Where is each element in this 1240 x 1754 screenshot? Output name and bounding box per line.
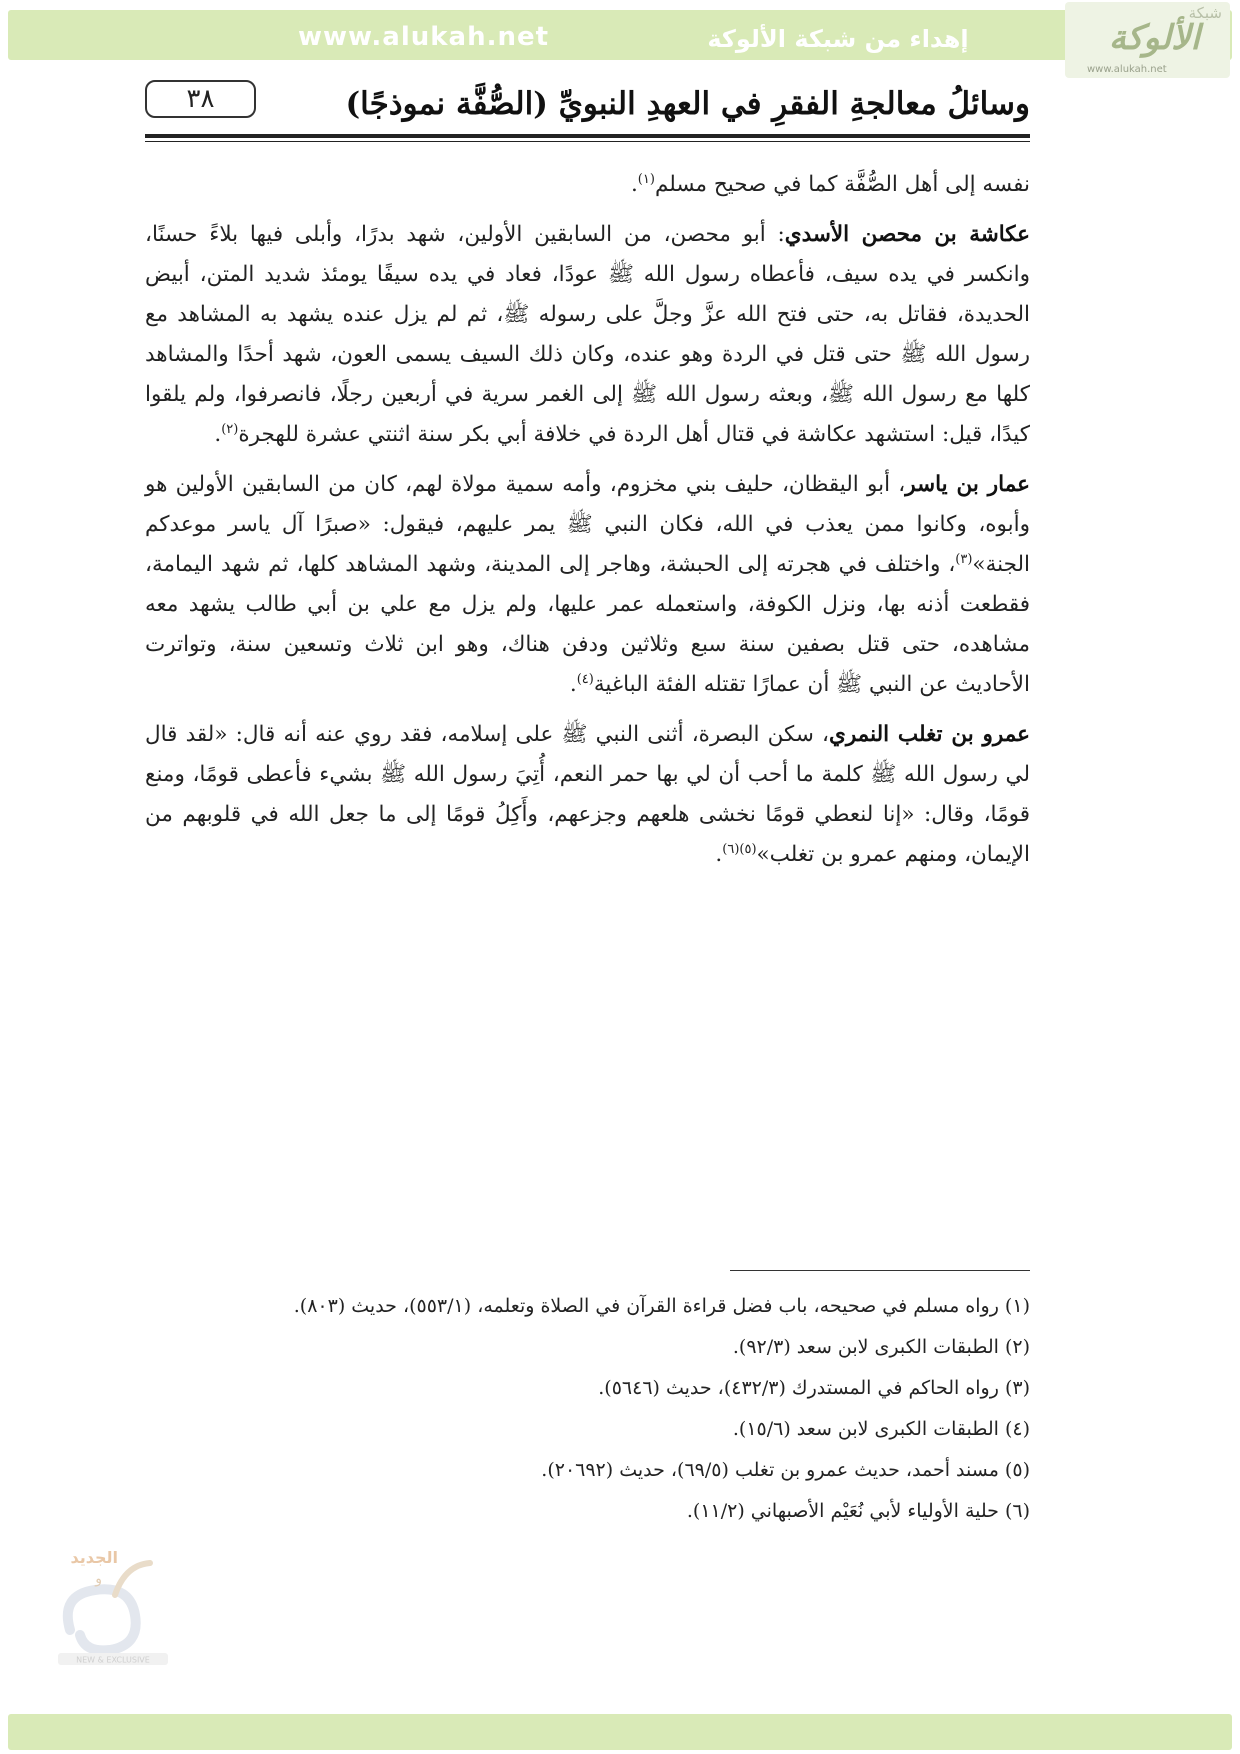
paragraph: عكاشة بن محصن الأسدي: أبو محصن، من السابقين الأولين، شهد بدرًا، وأبلى فيها بلاءً حسنًا، وانكسر في يده سيف، فأعطاه رسول الله ﷺ عودًا، فعاد في يده سيفًا يومئذ شديد المتن، أبيض الحديدة، فقاتل به، حتى فتح الله عزَّ وجلَّ على رسوله ﷺ، ثم لم يزل عنده يشهد به المشاهد مع رسول الله ﷺ حتى قتل في الردة وهو عنده، وكان ذلك السيف يسمى العون، شهد أحدًا والمشاهد كلها مع رسول الله ﷺ، وبعثه رسول الله ﷺ إلى الغمر سرية في أربعين رجلًا، فانصرفوا، ولم يلقوا كيدًا، قيل: استشهد عكاشة في قتال أهل الردة في خلافة أبي بكر سنة اثنتي عشرة للهجرة$^{(٢)}$. xyxy=(145,222,1030,447)
alukah-logo[interactable] xyxy=(1065,2,1230,78)
footnote: (٦) حلية الأولياء لأبي نُعَيْم الأصبهاني (١١/٢). xyxy=(686,1500,1030,1522)
footnote-separator xyxy=(730,1270,1030,1271)
bottom-banner xyxy=(8,1714,1232,1750)
logo-top-text: شبكة xyxy=(1188,4,1222,22)
footnote-ref[interactable]: (٥)(٦) xyxy=(722,841,757,857)
logo-url: www.alukah.net xyxy=(1087,64,1167,75)
new-exclusive-logo xyxy=(40,1535,180,1675)
footnote-ref[interactable]: (٢) xyxy=(221,421,239,437)
person-name: عمار بن ياسر xyxy=(905,472,1030,497)
gift-text: إهداء من شبكة الألوكة xyxy=(707,25,969,53)
site-url[interactable]: www.alukah.net xyxy=(298,22,550,52)
logo-tag-top: الجديد xyxy=(70,1548,118,1567)
main-text xyxy=(145,165,1030,875)
footnote: (٥) مسند أحمد، حديث عمرو بن تغلب (٦٩/٥)، حديث (٢٠٦٩٢). xyxy=(541,1459,1030,1481)
paragraph: نفسه إلى أهل الصُّفَّة كما في صحيح مسلم$^{(١)}$. xyxy=(630,171,1030,197)
logo-main-text: الألوكة xyxy=(1108,18,1200,58)
running-title: وسائلُ معالجةِ الفقرِ في العهدِ النبويِّ (الصُّفَّة نموذجًا) xyxy=(345,86,1030,122)
footnotes xyxy=(145,1286,1030,1532)
logo-tag-bottom: NEW & EXCLUSIVE xyxy=(76,1655,150,1665)
footnote: (١) رواه مسلم في صحيحه، باب فضل قراءة القرآن في الصلاة وتعلمه، (٥٥٣/١)، حديث (٨٠٣). xyxy=(293,1295,1030,1317)
footnote-ref[interactable]: (٤) xyxy=(576,671,594,687)
page-number: ٣٨ xyxy=(145,80,256,118)
paragraph: عمرو بن تغلب النمري، سكن البصرة، أثنى النبي ﷺ على إسلامه، فقد روي عنه أنه قال: «لقد قال لي رسول الله ﷺ كلمة ما أحب أن لي بها حمر النعم، أُتِيَ رسول الله ﷺ بشيء فأعطى قومًا، ومنع قومًا، وقال: «إنا لنعطي قومًا نخشى هلعهم وجزعهم، وأَكِلُ قومًا إلى ما جعل الله في قلوبهم من الإيمان، ومنهم عمرو بن تغلب»$^{(٥)(٦)}$. xyxy=(145,722,1030,867)
footnote-ref[interactable]: (٣) xyxy=(955,551,973,567)
header-rule xyxy=(145,134,1030,138)
footnote: (٢) الطبقات الكبرى لابن سعد (٩٢/٣). xyxy=(732,1336,1030,1358)
header-rule-thin xyxy=(145,141,1030,142)
footnote-ref[interactable]: (١) xyxy=(637,171,655,187)
person-name: عمرو بن تغلب النمري xyxy=(828,722,1030,747)
footnote: (٤) الطبقات الكبرى لابن سعد (١٥/٦). xyxy=(732,1418,1030,1440)
footnote: (٣) رواه الحاكم في المستدرك (٤٣٢/٣)، حديث (٥٦٤٦). xyxy=(598,1377,1030,1399)
person-name: عكاشة بن محصن الأسدي xyxy=(784,222,1030,247)
logo-tag-mid: و xyxy=(95,1571,102,1587)
paragraph: عمار بن ياسر، أبو اليقظان، حليف بني مخزوم، وأمه سمية مولاة لهم، كان من السابقين الأولين هو وأبوه، وكانوا ممن يعذب في الله، فكان النبي ﷺ يمر عليهم، فيقول: «صبرًا آل ياسر موعدكم الجنة»$^{(٣)}$، واختلف في هجرته إلى الحبشة، وهاجر إلى المدينة، وشهد المشاهد كلها، ثم شهد اليمامة، فقطعت أذنه بها، ونزل الكوفة، واستعمله عمر عليها، ولم يزل مع علي بن أبي طالب يشهد معه مشاهده، حتى قتل بصفين سنة سبع وثلاثين ودفن هناك، وهو ابن ثلاث وتسعين سنة، وتواترت الأحاديث عن النبي ﷺ أن عمارًا تقتله الفئة الباغية$^{(٤)}$. xyxy=(145,472,1030,697)
top-banner xyxy=(8,10,1232,60)
